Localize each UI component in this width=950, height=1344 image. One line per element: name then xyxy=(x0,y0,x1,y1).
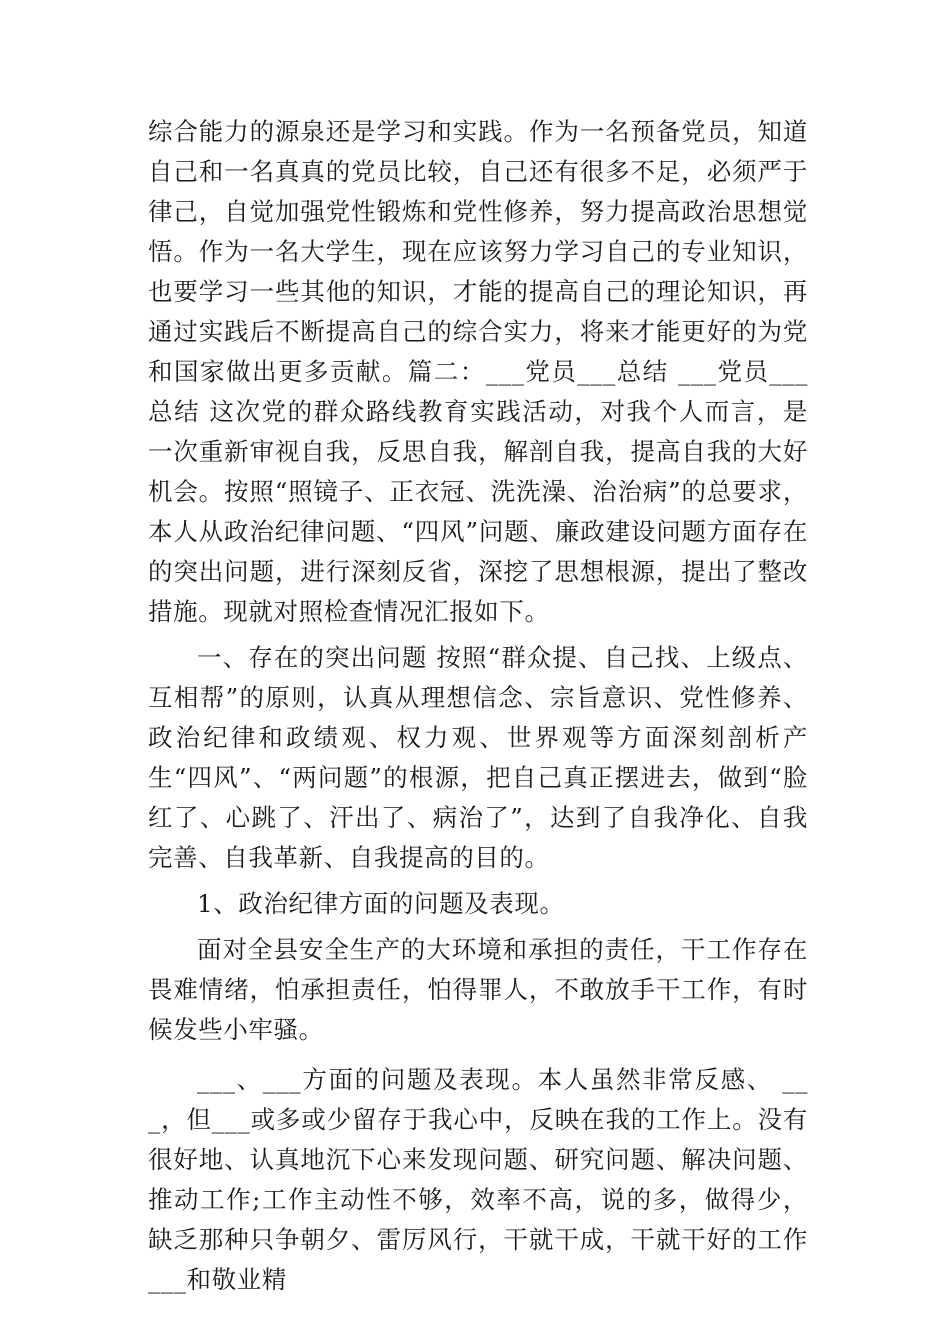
paragraph-2: 一、存在的突出问题 按照“群众提、自己找、上级点、互相帮”的原则，认真从理想信念、宗旨意识、党性修养、政治纪律和政绩观、权力观、世界观等方面深刻剖析产生“四风”、“两问题”的根源，把自己真正摆进去，做到“脸红了、心跳了、汗出了、病治了”，达到了自我净化、自我完善、自我革新、自我提高的目的。 xyxy=(148,643,808,872)
paragraph-5: ___、___方面的问题及表现。本人虽然非常反感、 ___，但___或多或少留存于我心中，反映在我的工作上。没有很好地、认真地沉下心来发现问题、研究问题、解决问题、推动工作;工作主动性不够，效率不高，说的多，做得少，缺乏那种只争朝夕、雷厉风行，干就干成，干就干好的工作___和敬业精 xyxy=(148,1065,808,1294)
paragraph-3: 1、政治纪律方面的问题及表现。 xyxy=(197,889,565,918)
paragraph-1: 综合能力的源泉还是学习和实践。作为一名预备党员，知道自己和一名真真的党员比较，自己还有很多不足，必须严于律己，自觉加强党性锻炼和党性修养，努力提高政治思想觉悟。作为一名大学生，现在应该努力学习自己的专业知识，也要学习一些其他的知识，才能的提高自己的理论知识，再通过实践后不断提高自己的综合实力，将来才能更好的为党和国家做出更多贡献。篇二：___党员___总结 ___党员___总结 这次党的群众路线教育实践活动，对我个人而言，是一次重新审视自我，反思自我，解剖自我，提高自我的大好机会。按照“照镜子、正衣冠、洗洗澡、治治病”的总要求，本人从政治纪律问题、“四风”问题、廉政建设问题方面存在的突出问题，进行深刻反省，深挖了思想根源，提出了整改措施。现就对照检查情况汇报如下。 xyxy=(148,117,808,626)
document-body xyxy=(148,112,808,1300)
paragraph-4: 面对全县安全生产的大环境和承担的责任，干工作存在畏难情绪，怕承担责任，怕得罪人，不敢放手干工作，有时候发些小牢骚。 xyxy=(148,935,808,1044)
